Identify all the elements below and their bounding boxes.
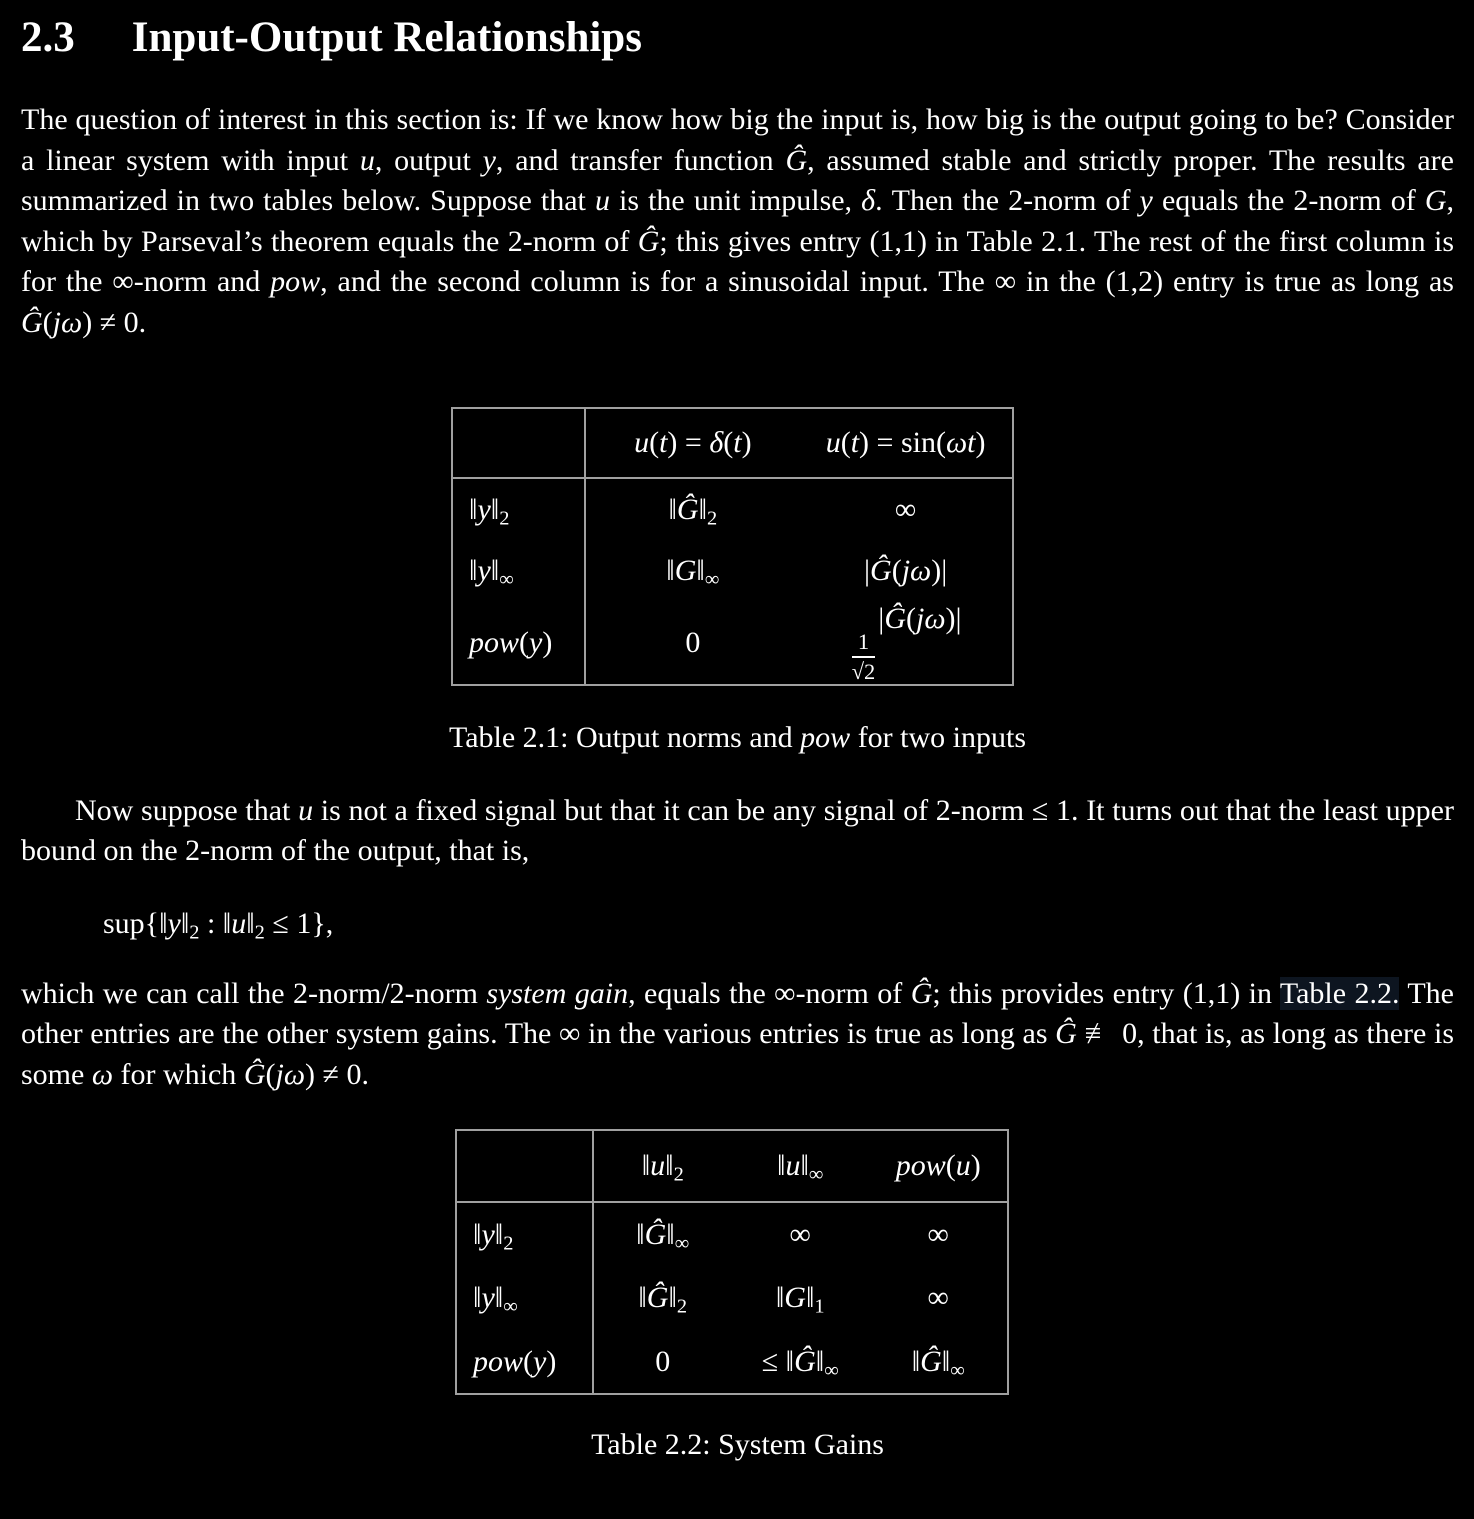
text-segment: | <box>864 554 871 587</box>
t1-cell <box>799 540 1013 602</box>
text-segment: ‖ <box>800 1149 809 1183</box>
text-segment: ( <box>42 305 53 339</box>
text-segment: pow <box>469 625 520 659</box>
paragraph-suppose <box>21 791 1454 872</box>
t2-header-uinf <box>731 1130 870 1202</box>
text-segment: u <box>298 793 314 827</box>
text-segment: ‖ <box>668 1281 677 1315</box>
text-segment: 2 <box>254 921 265 944</box>
text-segment: ∞ <box>894 492 917 526</box>
text-segment: . Then the 2-norm of <box>875 184 1140 217</box>
text-segment: ‖ <box>666 1217 675 1251</box>
table-row <box>452 540 1013 602</box>
text-segment: ( <box>840 426 851 459</box>
text-segment: y <box>533 1344 547 1378</box>
text-segment: t <box>850 426 860 459</box>
text-segment: ∞ <box>704 568 720 591</box>
text-segment: y <box>481 1281 495 1315</box>
text-segment: ‖ <box>638 1281 647 1315</box>
text-segment: u <box>955 1149 971 1183</box>
text-segment: 2 <box>676 1295 688 1318</box>
text-segment: ( <box>649 426 660 459</box>
t2-row-label <box>456 1266 593 1330</box>
text-segment: ) ≠ 0. <box>82 305 147 339</box>
text-segment: Ĝ <box>870 554 892 587</box>
text-segment: Ĝ <box>644 1217 667 1251</box>
text-segment: ‖ <box>636 1217 645 1251</box>
output-norms-table <box>451 407 1014 686</box>
text-segment: 2 <box>499 507 510 530</box>
paragraph-intro <box>21 100 1454 343</box>
text-segment: t <box>733 426 742 459</box>
text-segment: u <box>650 1149 666 1183</box>
text-segment: 2 <box>673 1163 684 1186</box>
text-segment: Table 2.1: Output norms and <box>448 720 801 754</box>
text-segment: ‖ <box>815 1344 825 1378</box>
text-segment: jω <box>275 1057 306 1091</box>
section-heading <box>21 16 1454 59</box>
text-segment: ‖ <box>805 1281 815 1315</box>
text-segment: is not a fixed signal but that it can be any signal of 2-norm ≤ 1. It turns out that the least upper bound on the 2-norm of the output, that is, <box>21 793 1454 868</box>
t1-cell <box>799 602 1013 685</box>
t1-cell <box>585 478 799 540</box>
text-segment: ‖ <box>665 1149 674 1183</box>
table-row <box>456 1130 1008 1202</box>
table-row <box>456 1330 1008 1394</box>
text-segment: )| <box>945 602 962 635</box>
t2-header-powu <box>869 1130 1008 1202</box>
text-segment: Table 2.2: System Gains <box>591 1428 884 1462</box>
text-segment: ∞ <box>824 1359 839 1382</box>
t2-cell <box>731 1330 870 1394</box>
t1-cell <box>585 602 799 685</box>
text-segment: ∞ <box>499 568 514 591</box>
text-segment: u <box>825 426 841 459</box>
text-segment: ‖ <box>473 1217 482 1251</box>
text-segment: ‖ <box>666 554 675 587</box>
text-segment: ≢ 0, that is, as long as there is some <box>21 1017 1455 1091</box>
text-segment: u <box>634 426 650 459</box>
system-gains-table <box>455 1129 1009 1395</box>
text-segment: ‖ <box>775 1281 785 1315</box>
text-segment: ωt <box>945 426 976 459</box>
text-segment: ω <box>91 1057 114 1091</box>
text-segment: , output <box>374 143 483 177</box>
text-segment: y <box>482 143 496 177</box>
text-segment: , which by Parseval’s theorem equals the 2-norm of <box>21 184 1454 258</box>
text-segment: The other entries are the other system gains. The ∞ in the various entries is true as long as <box>21 976 1454 1051</box>
text-segment: is the unit impulse, <box>609 184 862 217</box>
text-segment: y <box>1139 184 1153 217</box>
text-segment: ‖ <box>641 1149 651 1183</box>
t2-row-label <box>456 1202 593 1266</box>
text-segment: jω <box>52 305 83 339</box>
text-segment: ∞ <box>927 1217 949 1251</box>
text-segment: u <box>359 143 375 177</box>
t2-header-u2 <box>593 1130 730 1202</box>
text-segment: ) <box>975 426 986 459</box>
text-segment: ∞ <box>674 1232 690 1255</box>
text-segment: ∞ <box>808 1163 824 1186</box>
text-segment: ‖ <box>696 554 705 587</box>
text-segment: pow <box>270 265 321 298</box>
text-segment: Ĝ <box>676 492 699 526</box>
t2-cell <box>593 1202 730 1266</box>
text-segment: u <box>231 906 247 940</box>
t1-row-label <box>452 602 585 685</box>
t1-cell <box>799 478 1013 540</box>
t1-row-label <box>452 540 585 602</box>
text-segment: Ĝ <box>646 1281 669 1315</box>
text-segment: Ĝ <box>910 976 933 1010</box>
text-segment: ‖ <box>668 492 677 526</box>
text-segment: , and transfer function <box>495 143 786 177</box>
text-segment: , assumed stable and strictly proper. The results are summarized in two tables below. Suppose that <box>21 143 1454 217</box>
t1-header-impulse <box>585 408 799 478</box>
table-2-2-reference-link[interactable]: Table 2.2. <box>1279 976 1400 1010</box>
text-segment: ) <box>546 1344 557 1378</box>
text-segment: ‖ <box>777 1149 786 1183</box>
text-segment: G <box>784 1281 806 1315</box>
text-segment: which we can call the 2-norm/2-norm <box>21 976 487 1010</box>
table-row <box>452 602 1013 685</box>
text-segment: , equals the ∞-norm of <box>628 976 911 1010</box>
text-segment: ‖ <box>473 1281 482 1315</box>
table-row <box>452 408 1013 478</box>
text-segment: for two inputs <box>850 720 1027 754</box>
text-segment: y <box>481 1217 495 1251</box>
text-segment: 0 <box>655 1344 671 1378</box>
text-segment: ‖ <box>494 1281 504 1315</box>
text-segment: ) = <box>667 426 710 459</box>
text-segment: G <box>1424 184 1447 217</box>
text-segment: y <box>529 625 543 659</box>
text-segment: pow <box>473 1344 524 1378</box>
t2-cell <box>869 1266 1008 1330</box>
text-segment: ) ≠ 0. <box>305 1057 369 1091</box>
text-segment: Ĝ <box>884 602 906 635</box>
text-segment: ) = sin( <box>859 426 946 459</box>
table-2-1-caption <box>21 718 1454 758</box>
text-segment: δ <box>709 426 724 459</box>
text-segment: ‖ <box>246 906 255 940</box>
text-segment: for which <box>113 1057 244 1091</box>
text-segment: ‖ <box>490 554 500 587</box>
text-segment: ‖ <box>469 554 478 587</box>
text-segment: ( <box>945 1149 956 1183</box>
text-segment: 2 <box>707 507 718 530</box>
text-segment: ) <box>542 625 553 659</box>
table-corner-cell <box>456 1130 593 1202</box>
text-segment: ) <box>970 1149 981 1183</box>
paragraph-system-gain <box>21 974 1454 1096</box>
t2-row-label <box>456 1330 593 1394</box>
table-row <box>452 478 1013 540</box>
text-segment: 2 <box>503 1232 514 1255</box>
text-segment: Ĝ <box>21 305 43 339</box>
text-segment: ) <box>741 426 752 459</box>
text-segment: , and the second column is for a sinusoidal input. The ∞ in the (1,2) entry is true as long as <box>320 265 1454 298</box>
text-segment: ‖ <box>469 492 478 526</box>
text-segment: y <box>477 492 491 526</box>
text-segment: 1 <box>814 1295 825 1318</box>
t2-cell <box>593 1330 730 1394</box>
text-segment: ; this gives entry (1,1) in Table 2.1. The rest of the first column is for the ∞-norm and <box>21 224 1454 298</box>
text-segment: ∞ <box>789 1217 811 1251</box>
text-segment: )| <box>931 554 948 587</box>
text-segment: ‖ <box>490 492 500 526</box>
text-segment: | <box>878 602 885 635</box>
text-segment: y <box>167 906 181 940</box>
text-segment: The question of interest in this section is: If we know how big the input is, how big is the output going to be? Consider a linear system with input <box>21 103 1454 177</box>
text-segment: ( <box>905 602 916 635</box>
sup-equation <box>103 903 1454 944</box>
table-2-2-caption <box>21 1425 1454 1465</box>
fraction: $\frac{1}{√2}$ <box>851 629 876 684</box>
text-segment: ( <box>523 1344 534 1378</box>
t2-cell <box>869 1202 1008 1266</box>
text-segment: u <box>594 184 610 217</box>
text-segment: ‖ <box>941 1344 951 1378</box>
text-segment: Ĝ <box>920 1344 942 1378</box>
t2-cell <box>731 1266 870 1330</box>
text-segment: ‖ <box>180 906 190 940</box>
text-segment: u <box>785 1149 801 1183</box>
t1-row-label <box>452 478 585 540</box>
text-segment: Now suppose that <box>75 793 299 827</box>
text-segment: Ĝ <box>794 1344 816 1378</box>
section-number: 2.3 <box>21 14 75 61</box>
text-segment: : ‖ <box>199 906 232 940</box>
text-segment: ‖ <box>698 492 708 526</box>
text-segment: Ĝ <box>243 1057 266 1091</box>
t1-cell <box>585 540 799 602</box>
text-segment: Ĝ <box>637 224 660 258</box>
text-segment: ( <box>519 625 530 659</box>
text-segment: G <box>674 554 697 587</box>
table-row <box>456 1202 1008 1266</box>
text-segment: equals the 2-norm of <box>1152 184 1425 217</box>
t2-cell <box>593 1266 730 1330</box>
text-segment: Ĝ <box>785 143 808 177</box>
text-segment: system gain <box>486 976 629 1010</box>
text-segment: 0 <box>685 625 701 659</box>
table-row <box>456 1266 1008 1330</box>
text-segment: ( <box>723 426 734 459</box>
text-segment: ∞ <box>927 1281 949 1315</box>
t2-cell <box>731 1202 870 1266</box>
text-segment: ≤ 1}, <box>264 906 334 940</box>
text-segment: ‖ <box>911 1344 921 1378</box>
text-segment: t <box>659 426 668 459</box>
text-segment: pow <box>800 720 851 754</box>
text-segment: ∞ <box>950 1359 965 1382</box>
text-segment: ≤ ‖ <box>761 1344 795 1378</box>
text-segment: ∞ <box>503 1295 518 1318</box>
text-segment: ‖ <box>494 1217 504 1251</box>
text-segment: jω <box>901 554 932 587</box>
t2-cell <box>869 1330 1008 1394</box>
text-segment: 2 <box>189 921 200 944</box>
text-segment: ( <box>891 554 902 587</box>
text-segment: δ <box>861 184 876 217</box>
t1-header-sinusoid <box>799 408 1013 478</box>
table-corner-cell <box>452 408 585 478</box>
text-segment: ; this provides entry (1,1) in <box>932 976 1280 1010</box>
text-segment: sup{‖ <box>103 906 168 940</box>
section-title: Input-Output Relationships <box>131 14 642 61</box>
text-segment: pow <box>895 1149 946 1183</box>
text-segment: jω <box>915 602 946 635</box>
text-segment: Ĝ <box>1055 1017 1077 1051</box>
text-segment: y <box>477 554 491 587</box>
text-segment: ( <box>265 1057 276 1091</box>
